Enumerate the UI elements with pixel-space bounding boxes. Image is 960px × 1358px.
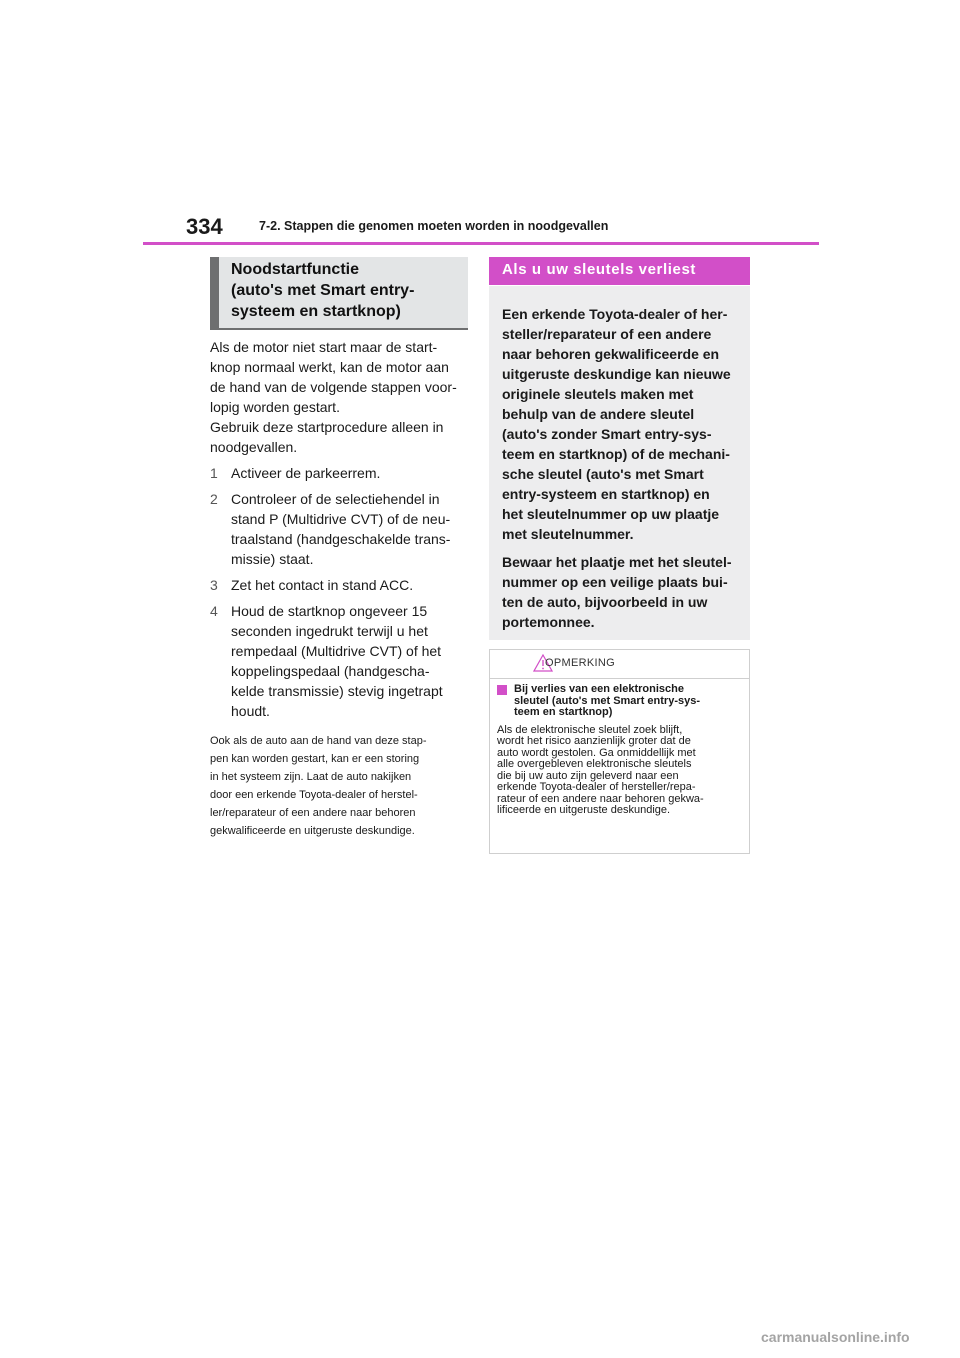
notice-box [489,649,750,854]
bullet-square-icon [497,685,507,695]
notice-text-line: Als de elektronische sleutel zoek blijft, [497,723,683,736]
header-rule [143,242,819,245]
info-line: entry-systeem en startknop) en [502,486,710,502]
info-line: met sleutelnummer. [502,526,634,542]
info-line: behulp van de andere sleutel [502,406,695,422]
notice-text [497,725,741,817]
notice-text-line: wordt het risico aanzienlijk groter dat de [497,735,691,747]
intro-line: Als de motor niet start maar de start- [210,339,438,355]
info-line: Bewaar het plaatje met het sleutel- [502,554,732,570]
step-number: 1 [210,465,218,481]
left-heading-line: Noodstartfunctie [231,261,359,278]
step-text: Activeer de parkeerrem. [231,465,381,481]
notice-text-line: die bij uw auto zijn geleverd naar een [497,769,679,782]
left-heading [210,257,468,330]
step-text: Controleer of de selectiehendel in [231,491,440,507]
info-line: ten de auto, bijvoorbeeld in uw [502,594,708,610]
notice-header [490,650,749,679]
notice-text-line: lificeerde en uitgeruste deskundige. [497,804,671,816]
step-text: Zet het contact in stand ACC. [231,577,414,593]
note-line: ler/reparateur of een andere naar behoren [210,807,416,819]
step-item [210,575,468,595]
step-text: Houd de startknop ongeveer 15 [231,603,428,619]
step-item [210,489,468,569]
info-line: teem en startknop) of de mechani- [502,446,730,462]
info-paragraph [502,304,738,544]
page-number: 334 [186,214,223,239]
note-line: door een erkende Toyota-dealer of herstel- [210,789,418,801]
step-item [210,601,468,721]
info-line: het sleutelnummer op uw plaatje [502,506,720,522]
step-item [210,463,468,483]
step-text: rempedaal (Multidrive CVT) of het [231,643,442,659]
left-body [210,337,468,840]
notice-body [490,679,749,817]
notice-title-line: teem en startknop) [514,706,613,718]
step-number: 4 [210,603,218,619]
step-text: stand P (Multidrive CVT) of de neu- [231,511,451,527]
step-text: houdt. [231,703,270,719]
step-text: seconden ingedrukt terwijl u het [231,623,428,639]
notice-title-line: sleutel (auto's met Smart entry-sys- [514,694,701,707]
note-line: Ook als de auto aan de hand van deze stap- [210,735,427,747]
step-text: missie) staat. [231,551,314,567]
small-note [210,732,468,840]
info-line: nummer op een veilige plaats bui- [502,574,728,590]
info-line: originele sleutels maken met [502,386,694,402]
step-text: koppelingspedaal (handgescha- [231,663,430,679]
notice-text-line: rateur of een andere naar behoren gekwa- [497,792,704,805]
notice-text-line: erkende Toyota-dealer of hersteller/repa- [497,781,696,793]
info-line: steller/reparateur of een andere [502,326,712,342]
notice-label: OPMERKING [545,657,615,669]
section-header: 7-2. Stappen die genomen moeten worden in noodgevallen [259,219,609,233]
note-line: gekwalificeerde en uitgeruste deskundige. [210,825,415,837]
step-number: 3 [210,577,218,593]
intro-line: de hand van de volgende stappen voor- [210,379,457,395]
right-heading: Als u uw sleutels verliest [489,257,750,285]
info-line: (auto's zonder Smart entry-sys- [502,426,712,442]
left-heading-line: systeem en startknop) [231,303,401,320]
intro-line: knop normaal werkt, kan de motor aan [210,359,449,375]
watermark: carmanualsonline.info [761,1329,910,1345]
info-paragraph [502,552,738,632]
step-text: kelde transmissie) stevig ingetrapt [231,683,443,699]
info-line: portemonnee. [502,614,595,630]
right-info-box [489,286,750,640]
intro-line: noodgevallen. [210,439,298,455]
note-line: pen kan worden gestart, kan er een storing [210,753,420,765]
info-line: naar behoren gekwalificeerde en [502,346,720,362]
step-number: 2 [210,491,218,507]
info-line: Een erkende Toyota-dealer of her- [502,306,728,322]
intro-paragraph [210,337,468,457]
info-line: uitgeruste deskundige kan nieuwe [502,366,731,382]
note-line: in het systeem zijn. Laat de auto nakijken [210,771,412,783]
notice-text-line: auto wordt gestolen. Ga onmiddellijk met [497,746,696,759]
step-text: traalstand (handgeschakelde trans- [231,531,451,547]
info-line: sche sleutel (auto's met Smart [502,466,704,482]
left-heading-line: (auto's met Smart entry- [231,282,415,299]
notice-title-line: Bij verlies van een elektronische [514,683,684,695]
intro-line: Gebruik deze startprocedure alleen in [210,419,444,435]
notice-text-line: alle overgebleven elektronische sleutels [497,758,692,770]
intro-line: lopig worden gestart. [210,399,340,415]
notice-item-title [497,684,741,719]
